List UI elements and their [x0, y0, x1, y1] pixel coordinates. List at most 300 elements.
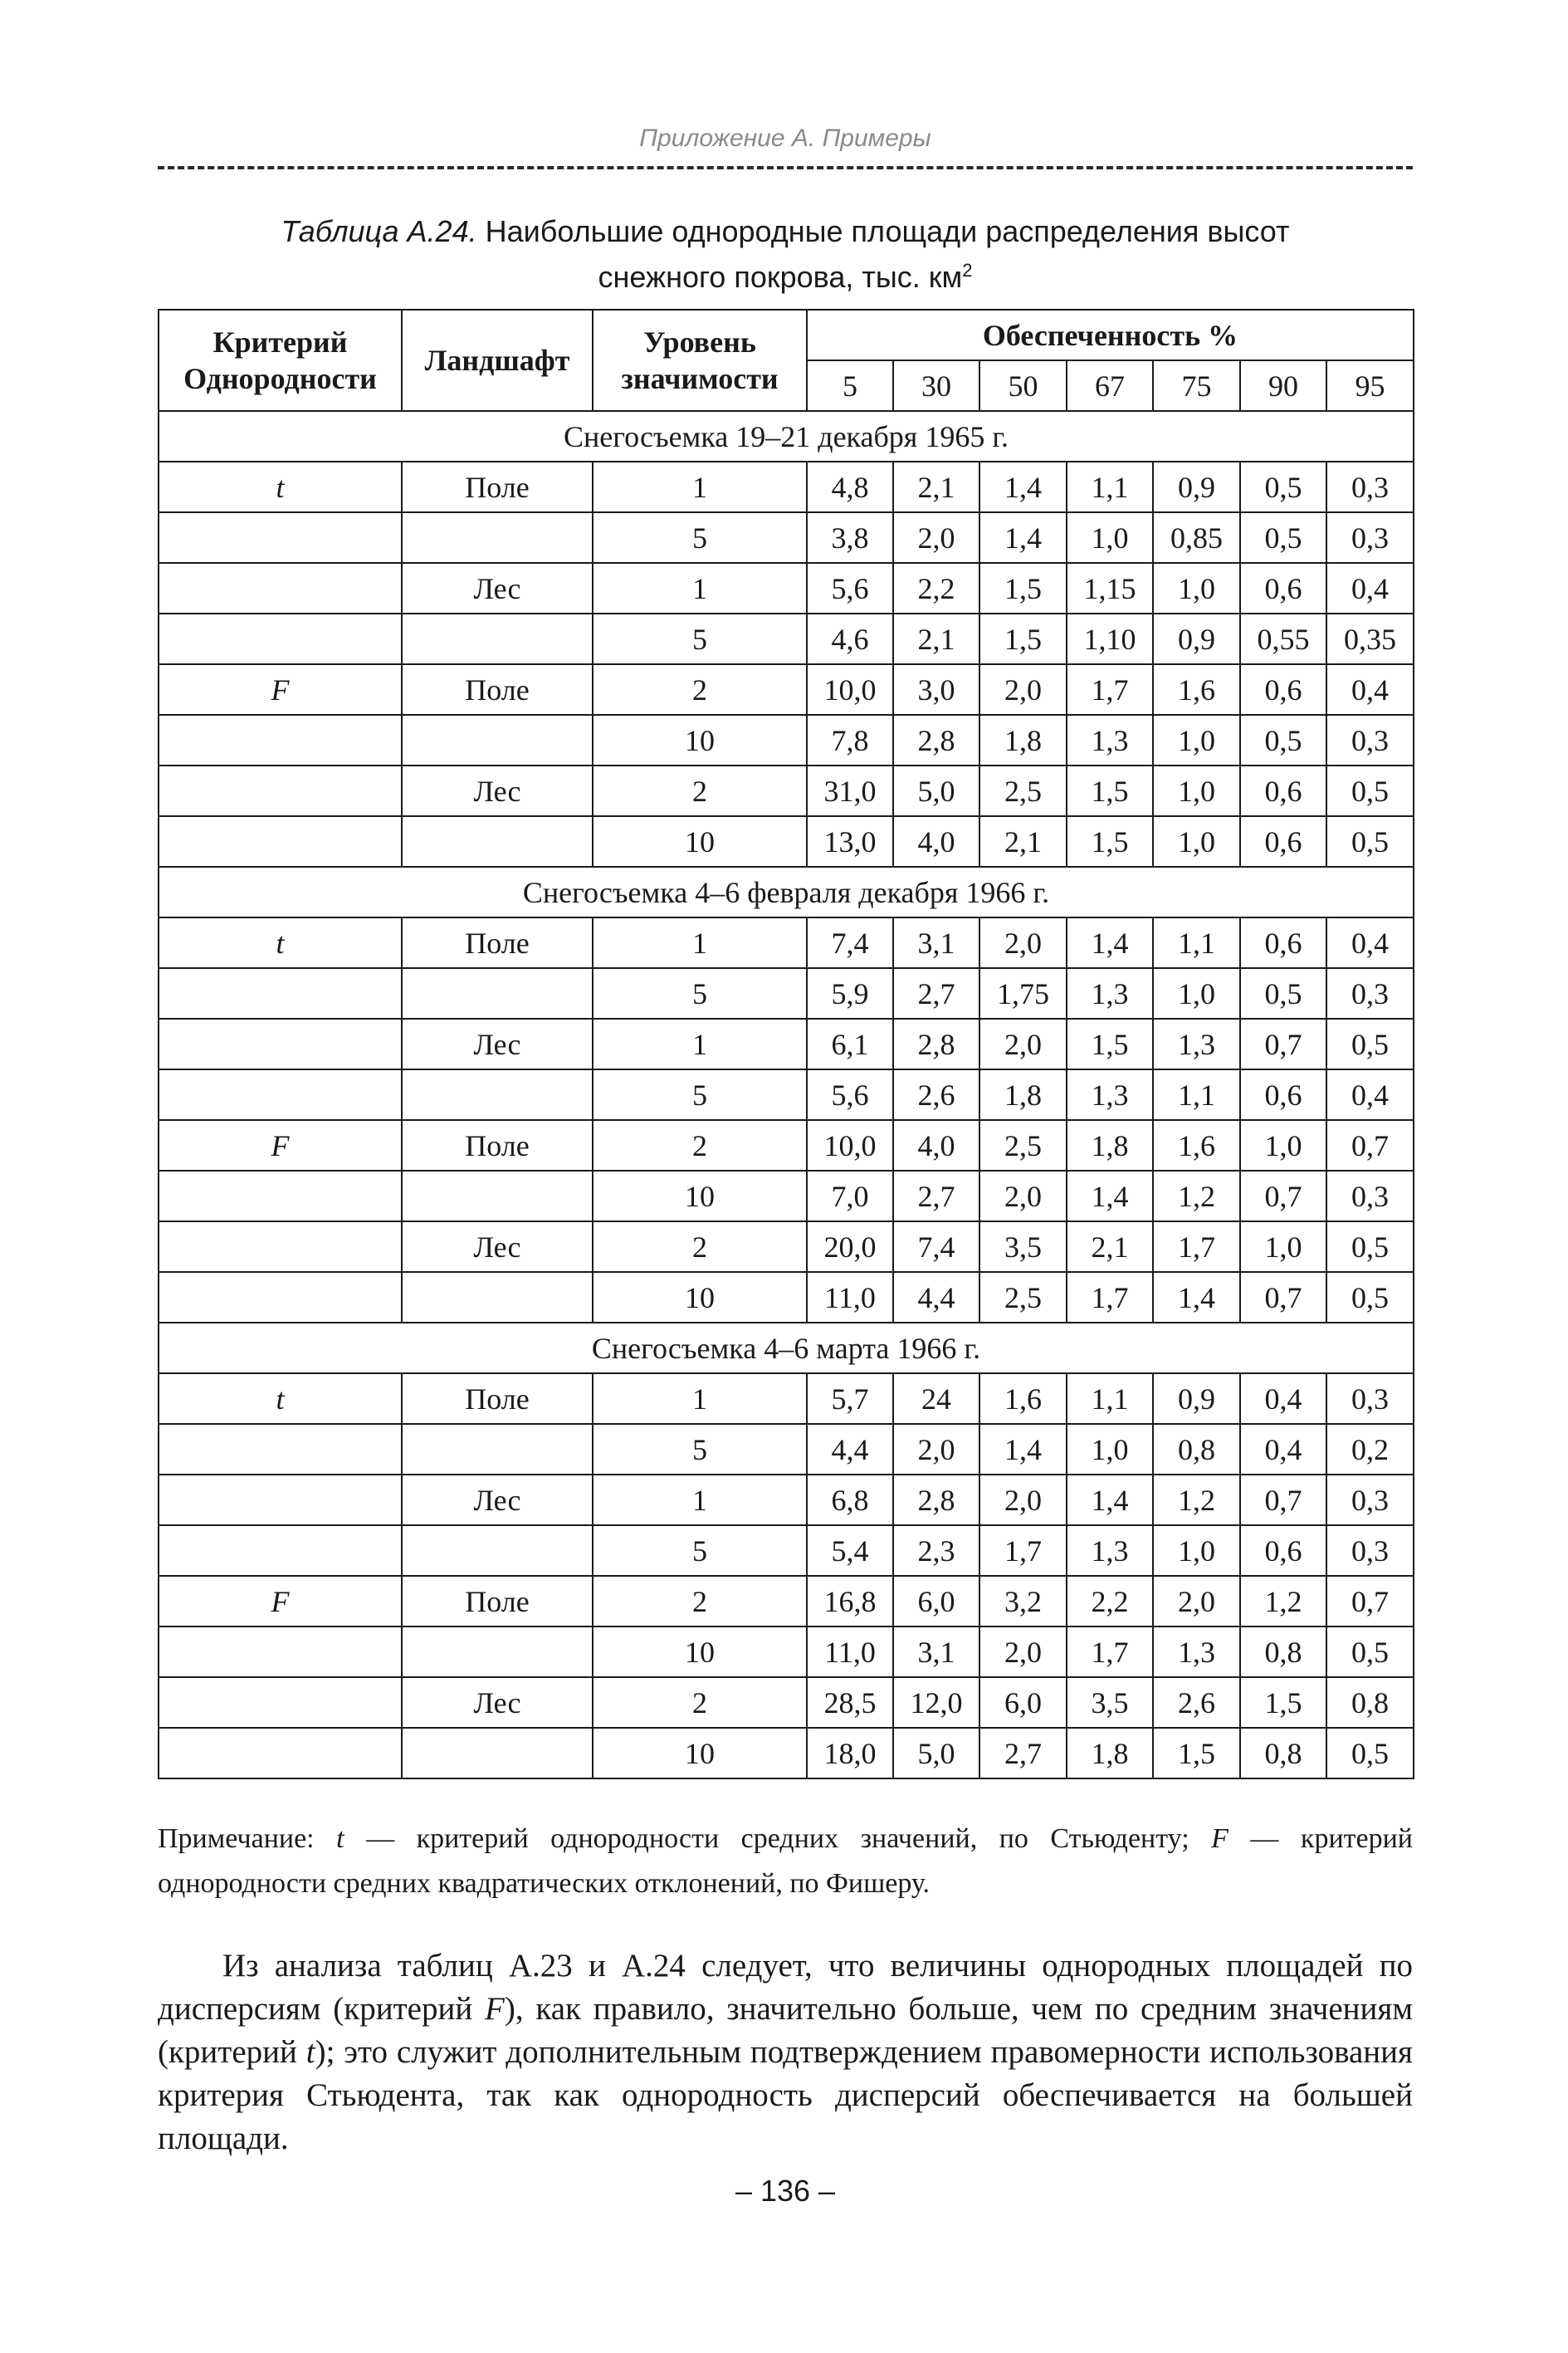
cell-value: 1,8 — [979, 1069, 1067, 1120]
body-paragraph — [158, 1945, 1413, 2160]
header-criterion-line1: Критерий — [212, 325, 348, 359]
cell-level: 10 — [593, 1272, 807, 1323]
cell-level: 10 — [593, 1728, 807, 1778]
cell-value: 13,0 — [807, 816, 893, 867]
cell-value: 3,5 — [979, 1221, 1067, 1272]
header-provision-col: 90 — [1240, 360, 1326, 411]
cell-landscape: Поле — [402, 1373, 593, 1424]
cell-value: 2,1 — [979, 816, 1067, 867]
cell-value: 3,5 — [1067, 1677, 1153, 1728]
para-part3: ); это служит дополнительным подтверждением правомерности использования критерия Стьюдента, так как однородность дисперсий обеспечивается на большей площади. — [158, 2034, 1413, 2156]
cell-value: 1,3 — [1153, 1627, 1240, 1677]
cell-value: 2,1 — [893, 462, 979, 512]
cell-value: 0,7 — [1326, 1576, 1414, 1627]
cell-value: 0,5 — [1326, 1728, 1414, 1778]
header-provision: Обеспеченность % — [807, 310, 1414, 360]
cell-landscape — [402, 1171, 593, 1221]
note-f-text: — критерий однородности средних квадратических отклонений, по Фишеру. — [158, 1823, 1413, 1899]
cell-value: 0,7 — [1240, 1272, 1326, 1323]
cell-criterion — [159, 1171, 402, 1221]
cell-level: 5 — [593, 1069, 807, 1120]
cell-landscape — [402, 1627, 593, 1677]
cell-value: 2,0 — [979, 664, 1067, 715]
cell-value: 1,0 — [1153, 766, 1240, 816]
table-row — [159, 968, 1414, 1019]
cell-landscape — [402, 968, 593, 1019]
cell-value: 0,9 — [1153, 614, 1240, 664]
cell-value: 0,3 — [1326, 462, 1414, 512]
cell-value: 5,0 — [893, 1728, 979, 1778]
cell-criterion — [159, 1728, 402, 1778]
cell-value: 0,3 — [1326, 1475, 1414, 1525]
cell-level: 1 — [593, 1373, 807, 1424]
cell-value: 1,6 — [979, 1373, 1067, 1424]
cell-level: 2 — [593, 1221, 807, 1272]
cell-value: 0,6 — [1240, 664, 1326, 715]
cell-value: 0,4 — [1240, 1424, 1326, 1475]
cell-value: 1,5 — [979, 614, 1067, 664]
table-row — [159, 1576, 1414, 1627]
cell-value: 1,3 — [1067, 715, 1153, 766]
table-row — [159, 1475, 1414, 1525]
cell-value: 1,10 — [1067, 614, 1153, 664]
cell-value: 0,5 — [1326, 816, 1414, 867]
cell-value: 2,6 — [1153, 1677, 1240, 1728]
cell-value: 1,4 — [1067, 917, 1153, 968]
cell-landscape: Поле — [402, 664, 593, 715]
para-symbol-t: t — [305, 2034, 315, 2070]
cell-value: 12,0 — [893, 1677, 979, 1728]
cell-value: 1,2 — [1240, 1576, 1326, 1627]
cell-value: 31,0 — [807, 766, 893, 816]
table-row — [159, 563, 1414, 614]
cell-landscape: Поле — [402, 462, 593, 512]
cell-value: 2,5 — [979, 1120, 1067, 1171]
cell-value: 0,7 — [1326, 1120, 1414, 1171]
cell-value: 0,6 — [1240, 1525, 1326, 1576]
cell-value: 1,4 — [979, 462, 1067, 512]
header-provision-col: 95 — [1326, 360, 1414, 411]
cell-level: 1 — [593, 917, 807, 968]
cell-level: 5 — [593, 614, 807, 664]
cell-landscape: Поле — [402, 1576, 593, 1627]
cell-landscape: Лес — [402, 1019, 593, 1069]
table-row — [159, 816, 1414, 867]
cell-value: 1,5 — [1153, 1728, 1240, 1778]
cell-level: 10 — [593, 1171, 807, 1221]
cell-value: 0,5 — [1326, 1627, 1414, 1677]
cell-value: 1,7 — [1067, 1272, 1153, 1323]
cell-value: 2,0 — [979, 1019, 1067, 1069]
cell-value: 1,5 — [1240, 1677, 1326, 1728]
cell-landscape: Лес — [402, 1677, 593, 1728]
cell-value: 2,8 — [893, 1475, 979, 1525]
header-landscape: Ландшафт — [402, 310, 593, 411]
table-row — [159, 766, 1414, 816]
header-level-line2: значимости — [621, 362, 779, 395]
cell-value: 1,75 — [979, 968, 1067, 1019]
cell-value: 2,7 — [979, 1728, 1067, 1778]
table-row — [159, 1221, 1414, 1272]
cell-value: 10,0 — [807, 664, 893, 715]
section-title: Снегосъемка 4–6 марта 1966 г. — [159, 1323, 1414, 1373]
table-row — [159, 1373, 1414, 1424]
cell-value: 10,0 — [807, 1120, 893, 1171]
cell-value: 1,1 — [1067, 1373, 1153, 1424]
header-provision-col: 5 — [807, 360, 893, 411]
cell-level: 10 — [593, 816, 807, 867]
cell-value: 1,4 — [979, 1424, 1067, 1475]
cell-value: 0,8 — [1240, 1728, 1326, 1778]
cell-value: 0,5 — [1240, 715, 1326, 766]
cell-criterion — [159, 512, 402, 563]
cell-value: 0,2 — [1326, 1424, 1414, 1475]
para-symbol-f: F — [485, 1991, 505, 2027]
table-row — [159, 1728, 1414, 1778]
cell-value: 2,1 — [1067, 1221, 1153, 1272]
cell-value: 28,5 — [807, 1677, 893, 1728]
table-row — [159, 614, 1414, 664]
cell-value: 1,4 — [1067, 1475, 1153, 1525]
cell-value: 0,4 — [1326, 563, 1414, 614]
cell-value: 1,15 — [1067, 563, 1153, 614]
cell-value: 0,5 — [1326, 1019, 1414, 1069]
cell-value: 1,1 — [1153, 917, 1240, 968]
table-row — [159, 462, 1414, 512]
table-row — [159, 715, 1414, 766]
cell-value: 4,4 — [893, 1272, 979, 1323]
cell-value: 0,7 — [1240, 1475, 1326, 1525]
cell-level: 1 — [593, 563, 807, 614]
cell-level: 5 — [593, 512, 807, 563]
section-row — [159, 1323, 1414, 1373]
cell-value: 6,0 — [893, 1576, 979, 1627]
cell-landscape — [402, 1424, 593, 1475]
cell-value: 2,0 — [979, 1475, 1067, 1525]
para-part2: ), как правило, значительно больше, чем по средним значениям (критерий — [158, 1991, 1414, 2070]
cell-value: 5,6 — [807, 1069, 893, 1120]
cell-value: 1,5 — [1067, 1019, 1153, 1069]
cell-value: 7,4 — [893, 1221, 979, 1272]
cell-value: 5,0 — [893, 766, 979, 816]
cell-landscape — [402, 715, 593, 766]
cell-value: 2,5 — [979, 1272, 1067, 1323]
cell-landscape — [402, 1728, 593, 1778]
cell-value: 0,3 — [1326, 968, 1414, 1019]
cell-value: 1,6 — [1153, 1120, 1240, 1171]
cell-landscape: Поле — [402, 917, 593, 968]
cell-value: 1,7 — [1067, 1627, 1153, 1677]
cell-landscape — [402, 1272, 593, 1323]
cell-landscape — [402, 1069, 593, 1120]
cell-value: 3,0 — [893, 664, 979, 715]
cell-value: 5,6 — [807, 563, 893, 614]
cell-value: 5,4 — [807, 1525, 893, 1576]
note-label: Примечание: — [158, 1823, 315, 1854]
cell-value: 1,0 — [1067, 1424, 1153, 1475]
cell-value: 2,6 — [893, 1069, 979, 1120]
note-t-symbol: t — [336, 1823, 344, 1854]
cell-level: 10 — [593, 1627, 807, 1677]
table-row — [159, 1627, 1414, 1677]
header-provision-col: 67 — [1067, 360, 1153, 411]
cell-value: 1,0 — [1153, 715, 1240, 766]
cell-value: 6,1 — [807, 1019, 893, 1069]
cell-value: 1,0 — [1153, 968, 1240, 1019]
header-criterion-line2: Однородности — [183, 362, 377, 395]
cell-value: 1,0 — [1067, 512, 1153, 563]
cell-value: 4,0 — [893, 816, 979, 867]
table-row — [159, 1069, 1414, 1120]
cell-value: 1,3 — [1067, 1525, 1153, 1576]
cell-value: 2,0 — [893, 1424, 979, 1475]
table-row — [159, 512, 1414, 563]
cell-criterion — [159, 816, 402, 867]
caption-number: Таблица А.24. — [281, 214, 477, 248]
cell-value: 0,4 — [1326, 917, 1414, 968]
cell-criterion — [159, 1272, 402, 1323]
cell-value: 1,1 — [1067, 462, 1153, 512]
cell-value: 2,7 — [893, 1171, 979, 1221]
cell-value: 0,5 — [1240, 512, 1326, 563]
cell-value: 11,0 — [807, 1272, 893, 1323]
cell-level: 2 — [593, 664, 807, 715]
cell-level: 10 — [593, 715, 807, 766]
cell-landscape — [402, 1525, 593, 1576]
note-f-symbol: F — [1211, 1823, 1229, 1854]
cell-level: 2 — [593, 1576, 807, 1627]
cell-criterion — [159, 968, 402, 1019]
cell-criterion: F — [159, 1576, 402, 1627]
cell-value: 3,2 — [979, 1576, 1067, 1627]
running-head: Приложение А. Примеры — [639, 125, 931, 152]
cell-criterion: F — [159, 1120, 402, 1171]
cell-criterion: F — [159, 664, 402, 715]
cell-value: 0,4 — [1240, 1373, 1326, 1424]
cell-criterion — [159, 1019, 402, 1069]
cell-criterion — [159, 1627, 402, 1677]
cell-value: 1,0 — [1153, 1525, 1240, 1576]
cell-value: 1,7 — [979, 1525, 1067, 1576]
header-criterion — [159, 310, 402, 411]
cell-value: 0,5 — [1326, 1272, 1414, 1323]
cell-value: 1,7 — [1153, 1221, 1240, 1272]
section-row — [159, 867, 1414, 917]
cell-value: 6,8 — [807, 1475, 893, 1525]
cell-value: 11,0 — [807, 1627, 893, 1677]
para-part1: Из анализа таблиц А.23 и А.24 следует, что величины однородных площадей по дисперсиям (критерий — [158, 1948, 1413, 2027]
cell-criterion — [159, 766, 402, 816]
cell-value: 7,0 — [807, 1171, 893, 1221]
table-row — [159, 917, 1414, 968]
cell-criterion — [159, 1475, 402, 1525]
cell-value: 0,85 — [1153, 512, 1240, 563]
cell-value: 0,8 — [1326, 1677, 1414, 1728]
cell-criterion — [159, 614, 402, 664]
data-table — [158, 309, 1414, 1779]
cell-value: 0,4 — [1326, 1069, 1414, 1120]
cell-value: 1,4 — [979, 512, 1067, 563]
cell-value: 2,0 — [979, 1171, 1067, 1221]
cell-landscape: Лес — [402, 1475, 593, 1525]
cell-value: 0,3 — [1326, 1171, 1414, 1221]
cell-value: 0,5 — [1326, 766, 1414, 816]
cell-value: 1,0 — [1240, 1221, 1326, 1272]
cell-landscape: Лес — [402, 766, 593, 816]
cell-value: 0,5 — [1326, 1221, 1414, 1272]
cell-landscape — [402, 816, 593, 867]
cell-value: 18,0 — [807, 1728, 893, 1778]
section-row — [159, 411, 1414, 462]
table-row — [159, 1272, 1414, 1323]
header-provision-col: 30 — [893, 360, 979, 411]
cell-level: 2 — [593, 766, 807, 816]
cell-landscape: Лес — [402, 563, 593, 614]
cell-value: 1,0 — [1153, 816, 1240, 867]
cell-landscape: Поле — [402, 1120, 593, 1171]
caption-title: Наибольшие однородные площади распределения высот — [485, 214, 1290, 248]
cell-value: 5,7 — [807, 1373, 893, 1424]
header-provision-col: 50 — [979, 360, 1067, 411]
cell-value: 3,1 — [893, 917, 979, 968]
cell-value: 24 — [893, 1373, 979, 1424]
cell-value: 6,0 — [979, 1677, 1067, 1728]
cell-value: 0,3 — [1326, 715, 1414, 766]
cell-value: 1,3 — [1067, 968, 1153, 1019]
cell-value: 2,0 — [979, 1627, 1067, 1677]
cell-value: 16,8 — [807, 1576, 893, 1627]
page-number: – 136 – — [735, 2174, 836, 2208]
cell-value: 0,5 — [1240, 462, 1326, 512]
cell-value: 1,8 — [979, 715, 1067, 766]
cell-level: 5 — [593, 1525, 807, 1576]
header-provision-col: 75 — [1153, 360, 1240, 411]
section-title: Снегосъемка 4–6 февраля декабря 1966 г. — [159, 867, 1414, 917]
cell-level: 5 — [593, 968, 807, 1019]
caption-superscript: 2 — [962, 260, 973, 281]
cell-value: 0,6 — [1240, 816, 1326, 867]
cell-value: 4,8 — [807, 462, 893, 512]
cell-level: 2 — [593, 1677, 807, 1728]
cell-criterion: t — [159, 917, 402, 968]
cell-level: 1 — [593, 462, 807, 512]
cell-value: 3,8 — [807, 512, 893, 563]
cell-value: 0,4 — [1326, 664, 1414, 715]
cell-value: 1,2 — [1153, 1475, 1240, 1525]
header-divider — [158, 166, 1413, 169]
cell-value: 0,9 — [1153, 462, 1240, 512]
cell-value: 0,8 — [1153, 1424, 1240, 1475]
cell-level: 1 — [593, 1019, 807, 1069]
cell-value: 2,1 — [893, 614, 979, 664]
cell-value: 1,5 — [1067, 766, 1153, 816]
table-row — [159, 1171, 1414, 1221]
cell-value: 2,2 — [893, 563, 979, 614]
cell-landscape: Лес — [402, 1221, 593, 1272]
table-note — [158, 1817, 1413, 1906]
cell-value: 4,6 — [807, 614, 893, 664]
cell-value: 1,0 — [1153, 563, 1240, 614]
cell-value: 1,8 — [1067, 1728, 1153, 1778]
header-level-line1: Уровень — [643, 325, 756, 359]
cell-value: 2,8 — [893, 715, 979, 766]
header-level — [593, 310, 807, 411]
cell-value: 0,6 — [1240, 563, 1326, 614]
note-t-text: — критерий однородности средних значений, по Стьюденту; — [344, 1823, 1212, 1854]
cell-value: 0,8 — [1240, 1627, 1326, 1677]
cell-value: 2,0 — [1153, 1576, 1240, 1627]
cell-value: 2,5 — [979, 766, 1067, 816]
cell-value: 0,3 — [1326, 512, 1414, 563]
cell-value: 7,4 — [807, 917, 893, 968]
cell-value: 0,6 — [1240, 1069, 1326, 1120]
table-row — [159, 1525, 1414, 1576]
cell-value: 0,35 — [1326, 614, 1414, 664]
cell-landscape — [402, 614, 593, 664]
cell-value: 0,7 — [1240, 1019, 1326, 1069]
cell-criterion — [159, 715, 402, 766]
cell-value: 1,4 — [1153, 1272, 1240, 1323]
table-row — [159, 1677, 1414, 1728]
cell-value: 1,6 — [1153, 664, 1240, 715]
cell-value: 1,5 — [1067, 816, 1153, 867]
cell-value: 1,3 — [1153, 1019, 1240, 1069]
section-title: Снегосъемка 19–21 декабря 1965 г. — [159, 411, 1414, 462]
cell-value: 2,8 — [893, 1019, 979, 1069]
cell-criterion — [159, 1221, 402, 1272]
cell-value: 1,7 — [1067, 664, 1153, 715]
caption-title-line2: снежного покрова, тыс. км — [598, 260, 963, 294]
cell-value: 20,0 — [807, 1221, 893, 1272]
cell-value: 1,2 — [1153, 1171, 1240, 1221]
cell-value: 0,6 — [1240, 766, 1326, 816]
cell-value: 1,3 — [1067, 1069, 1153, 1120]
cell-criterion — [159, 1525, 402, 1576]
cell-value: 2,2 — [1067, 1576, 1153, 1627]
cell-value: 1,5 — [979, 563, 1067, 614]
cell-value: 4,0 — [893, 1120, 979, 1171]
cell-value: 5,9 — [807, 968, 893, 1019]
cell-value: 2,3 — [893, 1525, 979, 1576]
cell-value: 0,6 — [1240, 917, 1326, 968]
cell-landscape — [402, 512, 593, 563]
cell-value: 0,3 — [1326, 1525, 1414, 1576]
cell-value: 0,7 — [1240, 1171, 1326, 1221]
cell-value: 0,9 — [1153, 1373, 1240, 1424]
table-row — [159, 1424, 1414, 1475]
cell-value: 2,0 — [979, 917, 1067, 968]
cell-value: 0,3 — [1326, 1373, 1414, 1424]
cell-criterion: t — [159, 1373, 402, 1424]
cell-value: 4,4 — [807, 1424, 893, 1475]
cell-value: 1,4 — [1067, 1171, 1153, 1221]
cell-criterion: t — [159, 462, 402, 512]
table-caption — [158, 212, 1413, 296]
cell-value: 2,7 — [893, 968, 979, 1019]
cell-value: 1,1 — [1153, 1069, 1240, 1120]
cell-level: 5 — [593, 1424, 807, 1475]
cell-value: 0,55 — [1240, 614, 1326, 664]
table-row — [159, 1120, 1414, 1171]
cell-value: 1,8 — [1067, 1120, 1153, 1171]
cell-level: 2 — [593, 1120, 807, 1171]
cell-value: 1,0 — [1240, 1120, 1326, 1171]
cell-criterion — [159, 1069, 402, 1120]
cell-criterion — [159, 1677, 402, 1728]
table-row — [159, 1019, 1414, 1069]
cell-value: 2,0 — [893, 512, 979, 563]
cell-value: 3,1 — [893, 1627, 979, 1677]
